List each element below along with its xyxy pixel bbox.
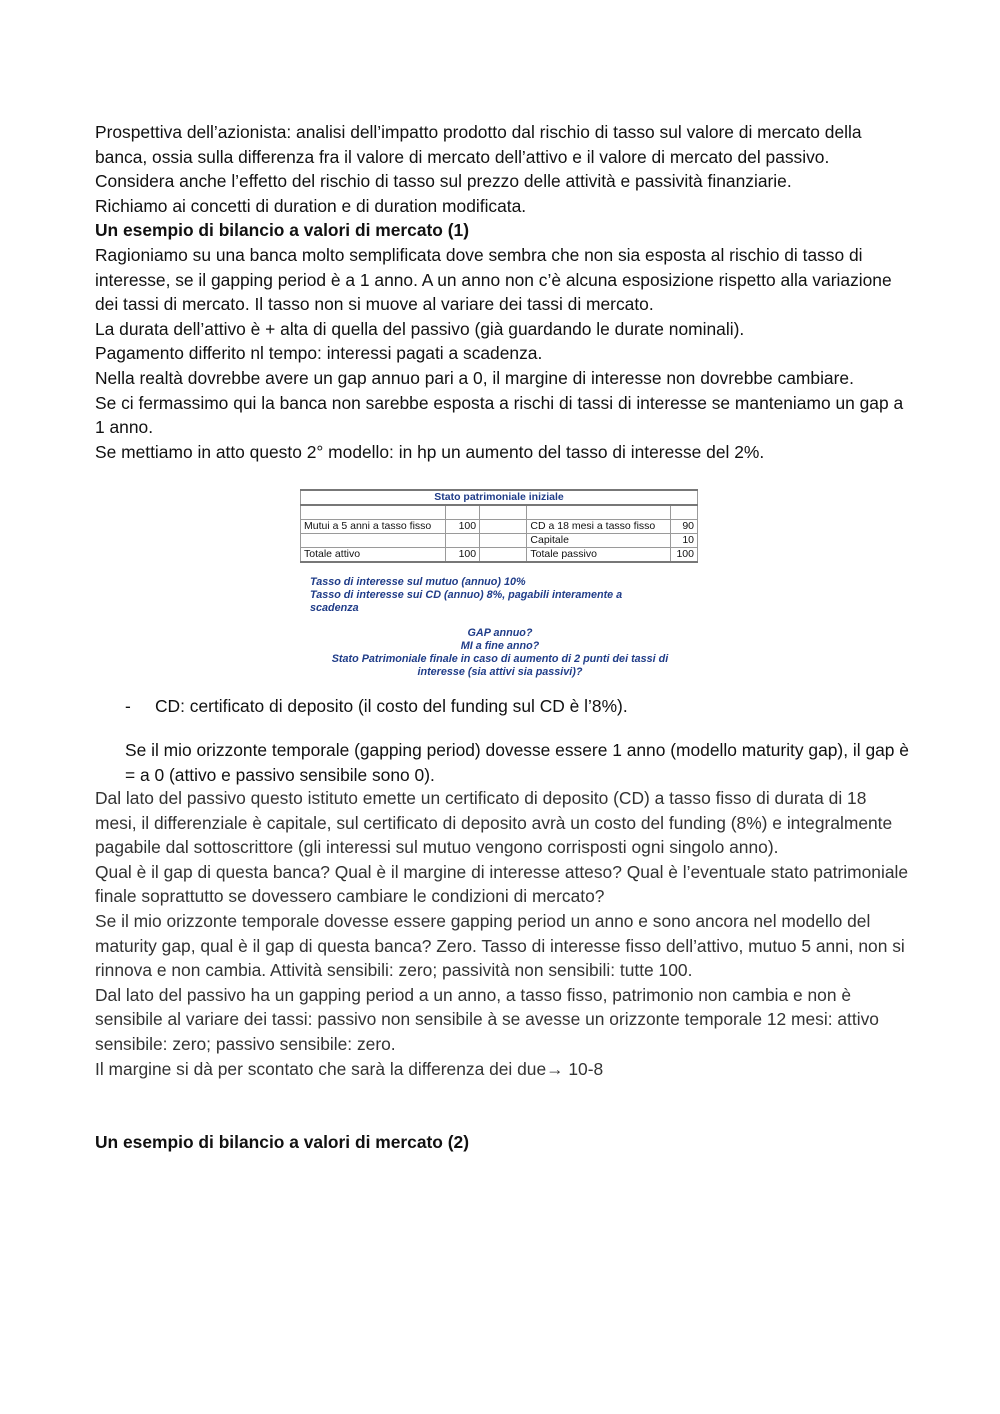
table-cell: CD a 18 mesi a tasso fisso (527, 520, 671, 534)
gap-question: GAP annuo? (467, 627, 533, 639)
table-cell (301, 534, 446, 548)
section-1-paragraph-5: Se ci fermassimo qui la banca non sarebbe esposta a rischi di tassi di interesse se manteniamo un gap a 1 anno. (95, 392, 904, 438)
balance-sheet-table (300, 489, 698, 563)
intro-paragraph-1: Prospettiva dell’azionista: analisi dell’impatto prodotto dal rischio di tasso sul valore di mercato della banca, ossia sulla differenza fra il valore di mercato dell’attivo e il valore di mercato del passivo. (95, 122, 862, 167)
table-cell (671, 505, 698, 520)
table-cell: 10 (671, 534, 698, 548)
table-cell (445, 534, 480, 548)
table-cell: Mutui a 5 anni a tasso fisso (301, 520, 446, 534)
section-1-body (95, 786, 910, 1081)
table-cell (480, 520, 527, 534)
section-1-paragraph-2: La durata dell’attivo è + alta di quella del passivo (già guardando le durate nominali). (95, 318, 745, 339)
margin-question: MI a fine anno? (460, 640, 540, 652)
cd-rate-note: Tasso di interesse sui CD (annuo) 8%, pagabili interamente a scadenza (310, 589, 623, 614)
intro-paragraph-3: Richiamo ai concetti di duration e di duration modificata. (95, 195, 527, 216)
balance-sheet-figure (300, 489, 700, 684)
bullet-text: CD: certificato di deposito (il costo del funding sul CD è l’8%). (155, 696, 628, 716)
section-1-paragraph-4: Nella realtà dovrebbe avere un gap annuo pari a 0, il margine di interesse non dovrebbe cambiare. (95, 367, 854, 388)
table-cell (480, 548, 527, 563)
intro-paragraph-2: Considera anche l’effetto del rischio di tasso sul prezzo delle attività e passività finanziarie. (95, 171, 792, 192)
section-2-heading: Un esempio di bilancio a valori di mercato (2) (95, 1132, 469, 1152)
body-paragraph-2: Qual è il gap di questa banca? Qual è il margine di interesse atteso? Qual è l’eventuale stato patrimoniale finale soprattutto se dovessero cambiare le condizioni di mercato? (95, 861, 909, 907)
table-cell: 100 (445, 520, 480, 534)
section-1-paragraph-3: Pagamento differito nl tempo: interessi pagati a scadenza. (95, 343, 543, 364)
table-cell: Totale attivo (301, 548, 446, 563)
table-cell: Capitale (527, 534, 671, 548)
table-cell: 100 (671, 548, 698, 563)
section-1-heading: Un esempio di bilancio a valori di mercato (1) (95, 220, 469, 241)
table-cell (480, 505, 527, 520)
indented-paragraph: Se il mio orizzonte temporale (gapping period) dovesse essere 1 anno (modello maturity gap), il gap è = a 0 (attivo e passivo sensibile sono 0). (125, 740, 909, 785)
section-1-paragraph-6: Se mettiamo in atto questo 2° modello: in hp un aumento del tasso di interesse del 2%. (95, 441, 765, 462)
table-title: Stato patrimoniale iniziale (301, 490, 698, 505)
intro-section (95, 120, 910, 464)
table-cell (480, 534, 527, 548)
section-1-paragraph-1: Ragioniamo su una banca molto semplificata dove sembra che non sia esposta al rischio di tasso di interesse, se il gapping period è a 1 anno. A un anno non c’è alcuna esposizione rispetto alla variazione dei tassi di mercato. Il tasso non si muove al variare dei tassi di mercato. (95, 244, 892, 315)
table-cell: 100 (445, 548, 480, 563)
table-row (301, 534, 698, 548)
table-row (301, 520, 698, 534)
list-item (125, 694, 628, 719)
body-paragraph-1: Dal lato del passivo questo istituto emette un certificato di deposito (CD) a tasso fisso di durata di 18 mesi, il differenziale è capitale, sul certificato di deposito avrà un costo del funding (8%) e integralmente pagabile dal sottoscrittore (gli interessi sul mutuo vengono corrisposti ogni singolo anno). (95, 788, 893, 858)
table-cell: Totale passivo (527, 548, 671, 563)
table-row (301, 548, 698, 563)
table-cell (301, 505, 446, 520)
final-balance-question: Stato Patrimoniale finale in caso di aumento di 2 punti dei tassi di interesse (sia attivi sia passivi)? (331, 653, 669, 678)
body-paragraph-5: Il margine si dà per scontato che sarà la differenza dei due→ 10-8 (95, 1058, 604, 1079)
table-cell: 90 (671, 520, 698, 534)
body-paragraph-4: Dal lato del passivo ha un gapping period a un anno, a tasso fisso, patrimonio non cambia e non è sensibile al variare dei tassi: passivo non sensibile à se avesse un orizzonte temporale 12 mesi: attivo sensibile: zero; passivo sensibile: zero. (95, 984, 879, 1054)
bullet-dash: - (125, 696, 131, 716)
table-cell (445, 505, 480, 520)
figure-notes (300, 576, 700, 679)
mortgage-rate-note: Tasso di interesse sul mutuo (annuo) 10% (310, 576, 526, 588)
table-row (301, 505, 698, 520)
table-cell (527, 505, 671, 520)
body-paragraph-3: Se il mio orizzonte temporale dovesse essere gapping period un anno e sono ancora nel modello del maturity gap, qual è il gap di questa banca? Zero. Tasso di interesse fisso dell’attivo, mutuo 5 anni, non si rinnova e non cambia. Attività sensibili: zero; passività non sensibili: tutte 100. (95, 910, 905, 981)
